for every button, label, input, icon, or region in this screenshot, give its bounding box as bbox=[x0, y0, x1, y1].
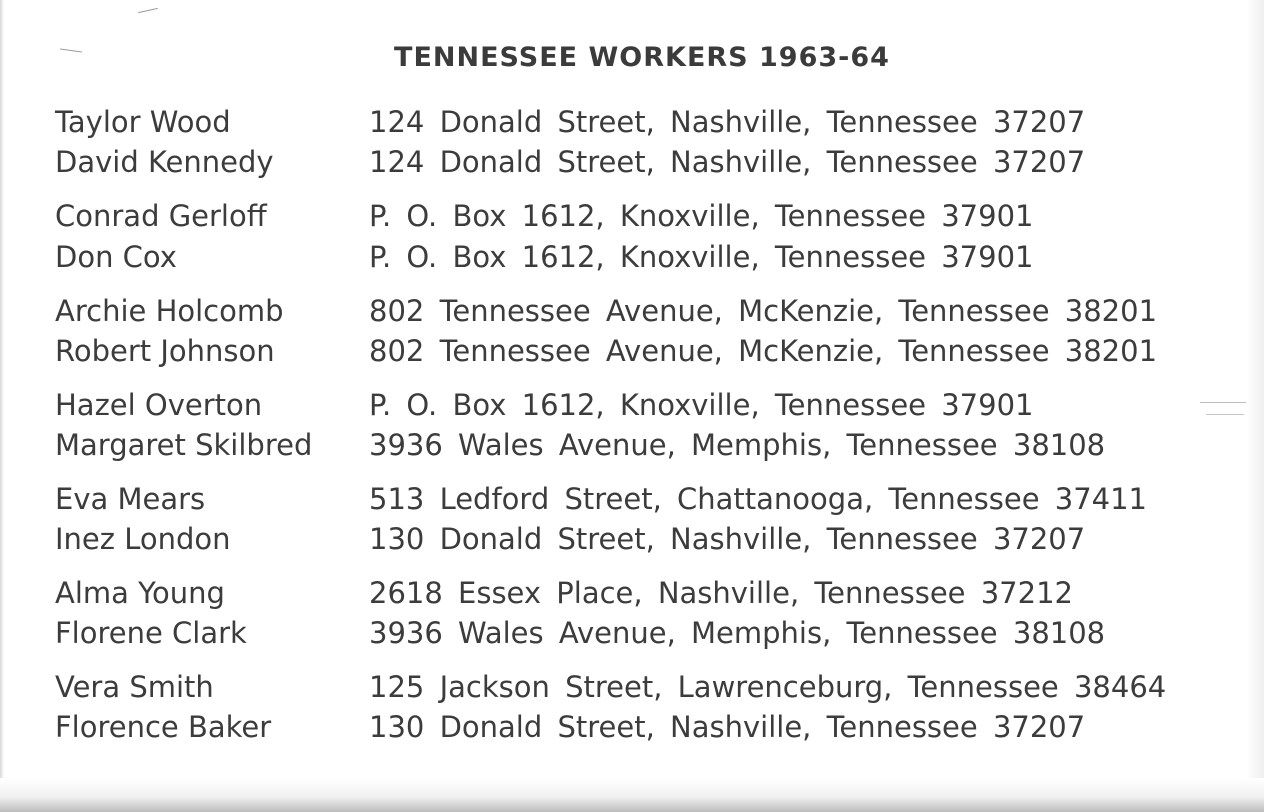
worker-address: 125 Jackson Street, Lawrenceburg, Tennessee 38464 bbox=[369, 670, 1167, 704]
worker-name: Florene Clark bbox=[55, 616, 247, 650]
worker-address: 130 Donald Street, Nashville, Tennessee 37207 bbox=[369, 522, 1086, 556]
worker-name: Margaret Skilbred bbox=[55, 428, 313, 462]
worker-address: 2618 Essex Place, Nashville, Tennessee 37212 bbox=[369, 576, 1073, 610]
worker-row bbox=[0, 331, 1264, 371]
worker-address: 802 Tennessee Avenue, McKenzie, Tennessee 38201 bbox=[369, 294, 1158, 328]
worker-address: P. O. Box 1612, Knoxville, Tennessee 37901 bbox=[369, 388, 1034, 422]
worker-name: Eva Mears bbox=[55, 482, 206, 516]
worker-row bbox=[0, 667, 1264, 707]
worker-name: Vera Smith bbox=[55, 670, 214, 704]
worker-name: David Kennedy bbox=[55, 145, 274, 179]
worker-row bbox=[0, 479, 1264, 519]
worker-row bbox=[0, 142, 1264, 182]
worker-row bbox=[0, 102, 1264, 142]
worker-address: 3936 Wales Avenue, Memphis, Tennessee 38108 bbox=[369, 428, 1106, 462]
worker-row bbox=[0, 237, 1264, 277]
worker-row bbox=[0, 425, 1264, 465]
worker-name: Conrad Gerloff bbox=[55, 199, 267, 233]
worker-row bbox=[0, 196, 1264, 236]
worker-address: 124 Donald Street, Nashville, Tennessee 37207 bbox=[369, 105, 1086, 139]
worker-row bbox=[0, 573, 1264, 613]
worker-row bbox=[0, 707, 1264, 747]
worker-address: 802 Tennessee Avenue, McKenzie, Tennessee 38201 bbox=[369, 334, 1158, 368]
worker-row bbox=[0, 291, 1264, 331]
document-title: TENNESSEE WORKERS 1963-64 bbox=[394, 42, 890, 73]
worker-name: Alma Young bbox=[55, 576, 225, 610]
worker-address: 3936 Wales Avenue, Memphis, Tennessee 38108 bbox=[369, 616, 1106, 650]
worker-address: 130 Donald Street, Nashville, Tennessee 37207 bbox=[369, 710, 1086, 744]
worker-address: 124 Donald Street, Nashville, Tennessee 37207 bbox=[369, 145, 1086, 179]
worker-name: Archie Holcomb bbox=[55, 294, 284, 328]
worker-address: 513 Ledford Street, Chattanooga, Tennessee 37411 bbox=[369, 482, 1148, 516]
worker-name: Taylor Wood bbox=[55, 105, 231, 139]
worker-address: P. O. Box 1612, Knoxville, Tennessee 37901 bbox=[369, 240, 1034, 274]
worker-name: Robert Johnson bbox=[55, 334, 275, 368]
worker-name: Inez London bbox=[55, 522, 231, 556]
worker-row bbox=[0, 519, 1264, 559]
worker-address: P. O. Box 1612, Knoxville, Tennessee 37901 bbox=[369, 199, 1034, 233]
worker-name: Hazel Overton bbox=[55, 388, 263, 422]
worker-name: Don Cox bbox=[55, 240, 177, 274]
worker-row bbox=[0, 385, 1264, 425]
worker-name: Florence Baker bbox=[55, 710, 272, 744]
worker-row bbox=[0, 613, 1264, 653]
